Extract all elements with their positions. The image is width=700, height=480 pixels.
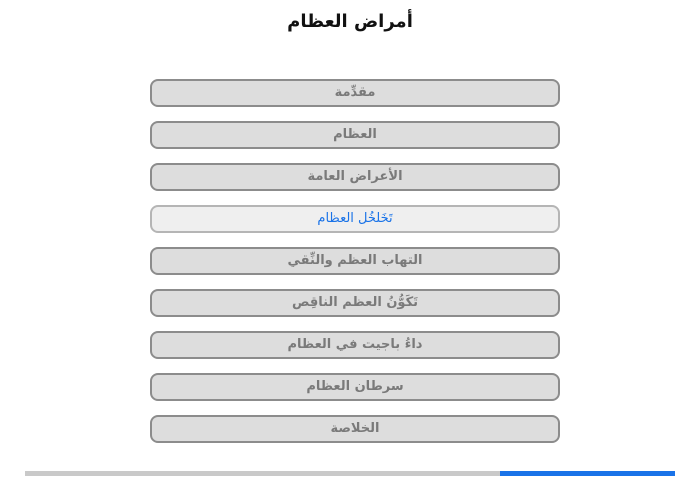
menu-item-paget-disease[interactable]: داءُ باجيت في العظام: [150, 331, 560, 359]
menu-item-general-symptoms[interactable]: الأعراض العامة: [150, 163, 560, 191]
progress-bar: [25, 471, 675, 476]
menu-item-osteomyelitis[interactable]: التهاب العظم والنِّقي: [150, 247, 560, 275]
menu-item-summary[interactable]: الخلاصة: [150, 415, 560, 443]
menu-item-osteoporosis[interactable]: تَخَلخُل العظام: [150, 205, 560, 233]
menu-item-osteogenesis-imperfecta[interactable]: تَكَوُّنُ العظم الناقِص: [150, 289, 560, 317]
page-title: أمراض العظام: [287, 11, 413, 32]
progress-bar-fill: [500, 471, 676, 476]
menu-item-bones[interactable]: العظام: [150, 121, 560, 149]
menu-item-introduction[interactable]: مقدِّمة: [150, 79, 560, 107]
chapter-menu: [150, 79, 560, 457]
menu-item-bone-cancer[interactable]: سرطان العظام: [150, 373, 560, 401]
